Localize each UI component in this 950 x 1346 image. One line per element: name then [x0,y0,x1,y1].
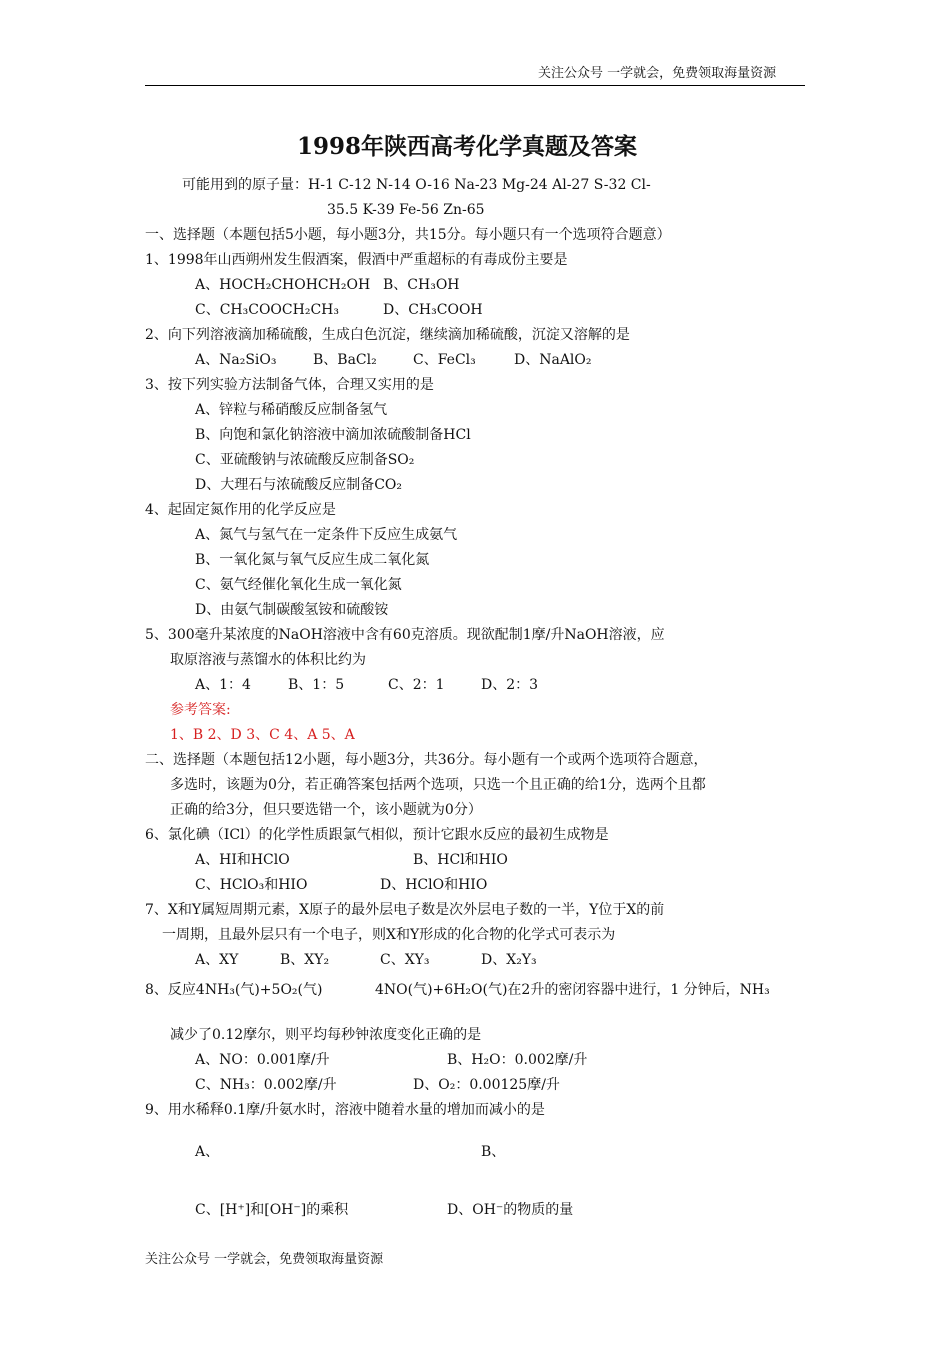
q6-option-d: D、HClO和HIO [380,877,488,893]
q2-option-c: C、FeCl₃ [413,352,476,368]
q6-option-a: A、HI和HClO [195,852,290,868]
q9-option-d: D、OH⁻的物质的量 [447,1202,574,1218]
q1-stem: 1、1998年山西朔州发生假酒案，假酒中严重超标的有毒成份主要是 [145,252,568,268]
q2-option-b: B、BaCl₂ [313,352,377,368]
q8-option-b: B、H₂O：0.002摩/升 [447,1052,588,1068]
q5-option-b: B、1：5 [288,677,345,693]
section2-line1: 二、选择题（本题包括12小题，每小题3分，共36分。每小题有一个或两个选项符合题意， [145,752,708,768]
q9-option-c: C、[H⁺]和[OH⁻]的乘积 [195,1202,349,1218]
header-text: 关注公众号 一学就会，免费领取海量资源 [538,66,777,81]
q5-option-c: C、2：1 [388,677,445,693]
q3-option-a: A、锌粒与稀硝酸反应制备氢气 [195,402,388,418]
q2-stem: 2、向下列溶液滴加稀硫酸，生成白色沉淀，继续滴加稀硫酸，沉淀又溶解的是 [145,327,630,343]
q4-stem: 4、起固定氮作用的化学反应是 [145,502,336,518]
q9-stem: 9、用水稀释0.1摩/升氨水时，溶液中随着水量的增加而减小的是 [145,1102,545,1118]
q6-option-c: C、HClO₃和HIO [195,877,308,893]
section2-line3: 正确的给3分，但只要选错一个，该小题就为0分） [170,802,482,818]
q3-option-c: C、亚硫酸钠与浓硫酸反应制备SO₂ [195,452,415,468]
q7-stem-line1: 7、X和Y属短周期元素，X原子的最外层电子数是次外层电子数的一半，Y位于X的前 [145,902,665,918]
q8-option-d: D、O₂：0.00125摩/升 [413,1077,560,1093]
q4-option-c: C、氨气经催化氧化生成一氧化氮 [195,577,402,593]
footer-text: 关注公众号 一学就会，免费领取海量资源 [145,1252,384,1267]
q5-option-d: D、2：3 [481,677,539,693]
section1-heading: 一、选择题（本题包括5小题，每小题3分，共15分。每小题只有一个选项符合题意） [145,227,671,243]
q8-stem-line2: 减少了0.12摩尔，则平均每秒钟浓度变化正确的是 [170,1027,482,1043]
q5-stem-line1: 5、300毫升某浓度的NaOH溶液中含有60克溶质。现欲配制1摩/升NaOH溶液，应 [145,627,665,643]
q7-option-a: A、XY [195,952,239,968]
q7-stem-line2: 一周期，且最外层只有一个电子，则X和Y形成的化合物的化学式可表示为 [162,927,616,943]
q1-option-c: C、CH₃COOCH₂CH₃ [195,302,339,318]
q7-option-c: C、XY₃ [380,952,430,968]
q4-option-d: D、由氨气制碳酸氢铵和硫酸铵 [195,602,389,618]
q7-option-b: B、XY₂ [280,952,330,968]
q8-stem-left: 8、反应4NH₃(气)+5O₂(气) [145,982,323,998]
q4-option-b: B、一氧化氮与氧气反应生成二氧化氮 [195,552,430,568]
answer-line: 1、B 2、D 3、C 4、A 5、A [170,727,355,743]
section2-line2: 多选时，该题为0分，若正确答案包括两个选项，只选一个且正确的给1分，选两个且都 [170,777,706,793]
q4-option-a: A、氮气与氢气在一定条件下反应生成氨气 [195,527,458,543]
q8-stem-right: 4NO(气)+6H₂O(气)在2升的密闭容器中进行，1 分钟后，NH₃ [375,982,770,998]
q6-stem: 6、氯化碘（ICl）的化学性质跟氯气相似，预计它跟水反应的最初生成物是 [145,827,609,843]
atomic-masses-line2: 35.5 K-39 Fe-56 Zn-65 [327,202,485,218]
answer-label: 参考答案: [170,702,231,718]
q9-option-a: A、 [195,1144,220,1160]
q2-option-a: A、Na₂SiO₃ [195,352,277,368]
page-title: 1998年陕西高考化学真题及答案 [297,133,638,160]
atomic-masses-line1: 可能用到的原子量：H-1 C-12 N-14 O-16 Na-23 Mg-24 Al-27 S-32 Cl- [182,177,651,193]
header-divider [145,85,805,86]
q3-option-b: B、向饱和氯化钠溶液中滴加浓硫酸制备HCl [195,427,471,443]
q3-stem: 3、按下列实验方法制备气体，合理又实用的是 [145,377,434,393]
q1-option-a: A、HOCH₂CHOHCH₂OH [195,277,371,293]
q5-stem-line2: 取原溶液与蒸馏水的体积比约为 [170,652,366,668]
q1-option-d: D、CH₃COOH [383,302,483,318]
q6-option-b: B、HCl和HIO [413,852,508,868]
q9-option-b: B、 [481,1144,506,1160]
q5-option-a: A、1：4 [195,677,251,693]
q2-option-d: D、NaAlO₂ [514,352,592,368]
q7-option-d: D、X₂Y₃ [481,952,537,968]
q8-option-c: C、NH₃：0.002摩/升 [195,1077,337,1093]
q1-option-b: B、CH₃OH [383,277,460,293]
q8-option-a: A、NO：0.001摩/升 [195,1052,330,1068]
q3-option-d: D、大理石与浓硫酸反应制备CO₂ [195,477,403,493]
